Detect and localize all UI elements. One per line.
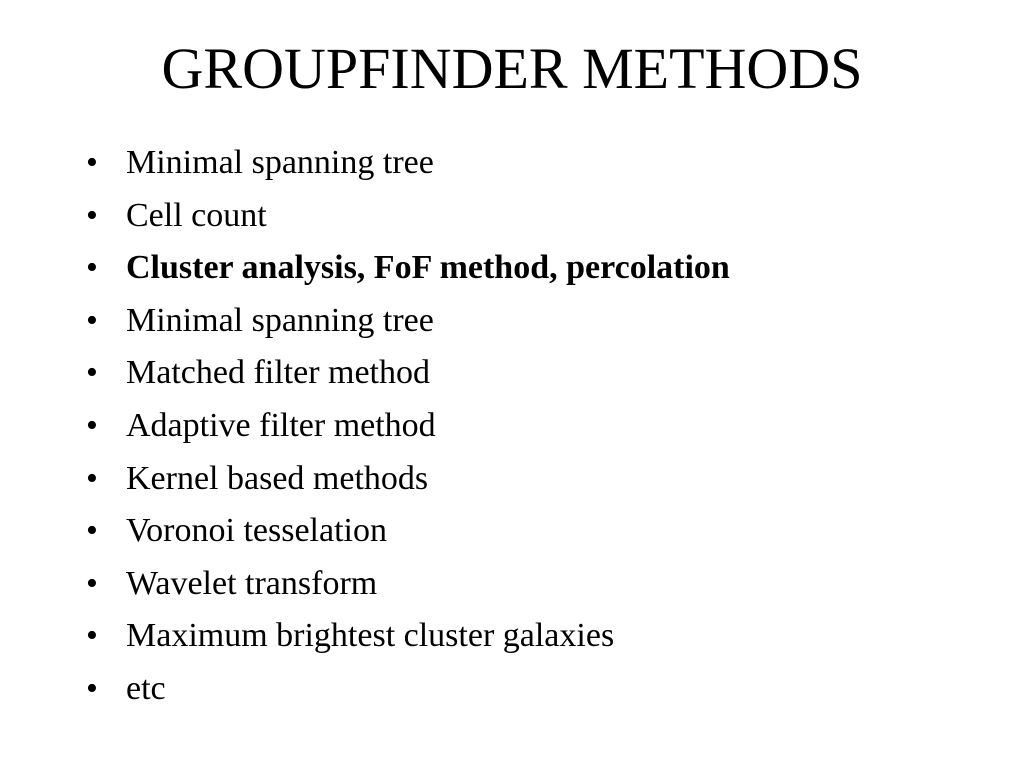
bullet-dot-icon: •	[86, 196, 98, 234]
bullet-text: Minimal spanning tree	[126, 144, 434, 181]
bullet-text: Adaptive filter method	[126, 406, 436, 444]
bullet-dot-icon: •	[86, 249, 98, 287]
bullet-dot-icon: •	[86, 354, 98, 392]
bullet-dot-icon: •	[86, 301, 98, 339]
bullet-text: Voronoi tesselation	[126, 512, 387, 550]
bullet-text: Matched filter method	[126, 354, 431, 392]
bullet-dot-icon: •	[86, 564, 98, 602]
bullet-text: Wavelet transform	[126, 564, 378, 602]
bullet-text: Maximum brightest cluster galaxies	[126, 617, 615, 655]
bullet-text: Minimal spanning tree	[126, 301, 434, 339]
slide-title: GROUPFINDER METHODS	[161, 36, 863, 101]
bullet-text: Cluster analysis, FoF method, percolation	[126, 249, 730, 287]
bullet-dot-icon: •	[86, 512, 98, 550]
bullet-dot-icon: •	[86, 459, 98, 497]
bullet-dot-icon: •	[86, 669, 98, 707]
bullet-text: Kernel based methods	[126, 459, 429, 497]
bullet-dot-icon: •	[86, 144, 98, 181]
bullet-text: Cell count	[126, 196, 267, 234]
bullet-dot-icon: •	[86, 406, 98, 444]
bullet-dot-icon: •	[86, 617, 98, 655]
bullet-text: etc	[126, 669, 166, 707]
